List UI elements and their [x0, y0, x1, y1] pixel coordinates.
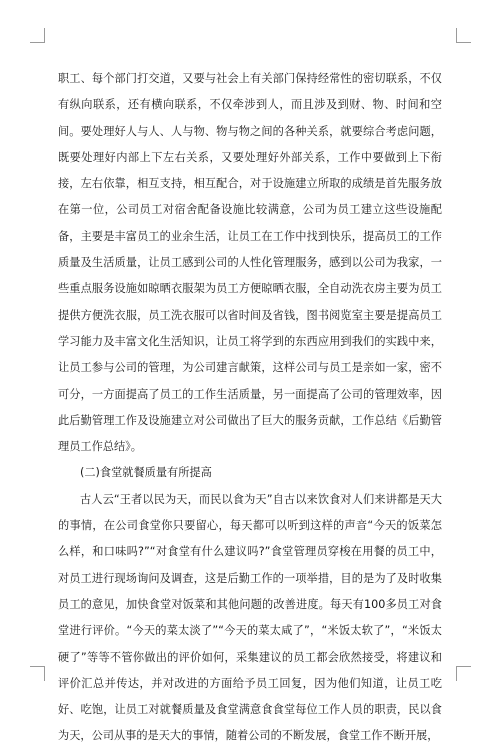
paragraph-canteen-feedback: 古人云“王者以民为天，而民以食为天”自古以来饮食对人们来讲都是天大的事情，在公司食堂你只要留心，每天都可以听到这样的声音“今天的饭菜怎么样，和口味吗?”“对食堂有什么建议吗?”食堂管理员穿梭在用餐的员工中，对员工进行现场询问及调查，这是后勤工作的一项举措，目的是为了及时收集员工的意见，加快食堂对饭菜和其他问题的改善进度。每天有100多员工对食堂进行评价。“今天的菜太淡了”“今天的菜太咸了”，“米饭太软了”，“米饭太硬了”等等不管你做出的评价如何，采集建议的员工都会欣然接受，将建议和评价汇总并传达，并对改进的方面给予员工回复，因为他们知道，让员工吃好、吃饱，让员工对就餐质量及食堂满意食食堂每位工作人员的职责，民以食为天，公司从事的是天大的事情，随着公司的不断发展，食堂工作不断开展， [58, 492, 442, 743]
document-body [58, 66, 442, 750]
section-heading-canteen-quality: (二)食堂就餐质量有所提高 [80, 466, 212, 480]
crop-mark-bottom-left [30, 666, 45, 681]
crop-mark-bottom-right [456, 666, 471, 681]
crop-mark-top-left [30, 28, 45, 43]
paragraph-management-facilities: 职工、每个部门打交道，又要与社会上有关部门保持经常性的密切联系，不仅有纵向联系，还有横向联系，不仅牵涉到人，而且涉及到财、物、时间和空间。要处理好人与人、人与物、物与物之间的各种关系，就要综合考虑问题，既要处理好内部上下左右关系，又要处理好外部关系，工作中要做到上下衔接，左右依靠，相互支持，相互配合，对于设施建立所取的成绩是首先服务放在第一位，公司员工对宿舍配备设施比较满意，公司为员工建立这些设施配备，主要是丰富员工的业余生活，让员工在工作中找到快乐，提高员工的工作质量及生活质量，让员工感到公司的人性化管理服务，感到以公司为我家，一些重点服务设施如晾晒衣服架为员工方便晾晒衣服，全自动洗衣房主要为员工提供方便洗衣服，员工洗衣服可以省时间及省钱，图书阅览室主要是提高员工学习能力及丰富文化生活知识，让员工将学到的东西应用到我们的实践中来，让员工参与公司的管理，为公司建言献策，这样公司与员工是亲如一家，密不可分，一方面提高了员工的工作生活质量，另一面提高了公司的管理效率，因此后勤管理工作及设施建立对公司做出了巨大的服务贡献，工作总结《后勤管理员工作总结》。 [58, 72, 442, 454]
crop-mark-top-right [456, 28, 471, 43]
